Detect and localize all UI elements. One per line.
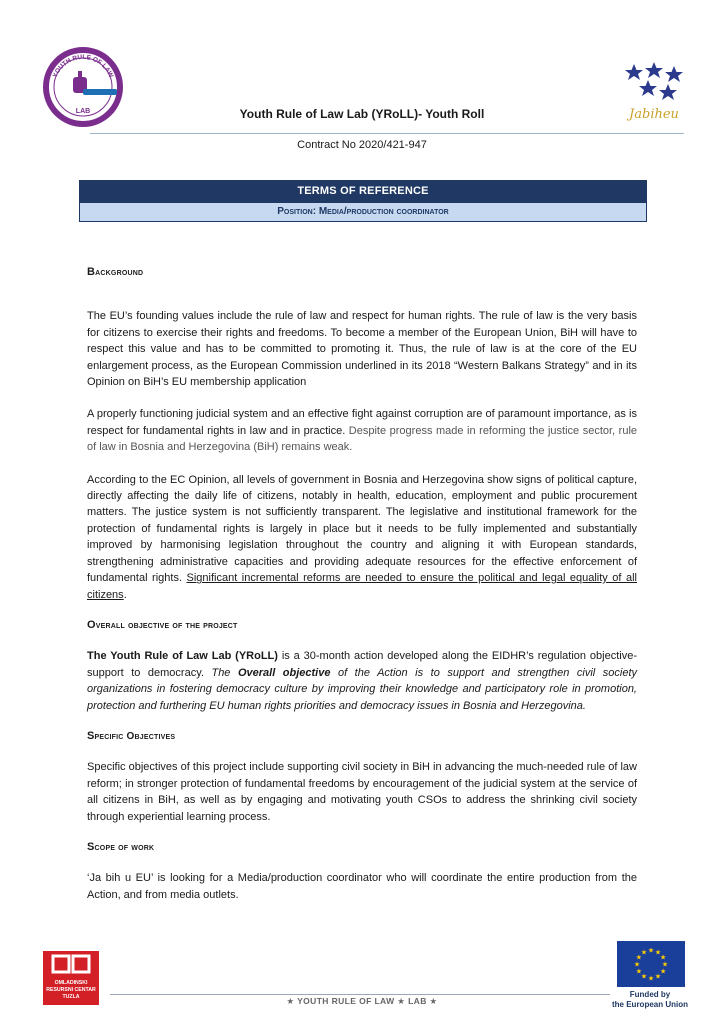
footer-project-name: ★ YOUTH RULE OF LAW ★ LAB ★ (286, 996, 438, 1006)
svg-text:RESURSNI CENTAR: RESURSNI CENTAR (46, 987, 96, 993)
document-header-title: Youth Rule of Law Lab (YRoLL)- Youth Roll (239, 107, 485, 121)
eu-star-icon: ★ (659, 954, 667, 962)
terms-title: TERMS OF REFERENCE (80, 181, 646, 202)
eu-star-icon: ★ (647, 947, 655, 955)
specific-objectives-heading: Specific Objectives (87, 729, 176, 742)
eu-star-icon: ★ (640, 973, 648, 981)
eu-star-icon: ★ (661, 961, 669, 969)
eu-star-icon: ★ (640, 949, 648, 957)
background-paragraph-2: A properly functioning judicial system and an effective fight against corruption are of paramount importance, as is respect for fundamental rights in law and in practice. Despite progress made in reforming the justice sector, rule of law in Bosnia and Herzegovina (BiH) remains weak. (87, 408, 638, 454)
background-heading: Background (87, 266, 144, 278)
position-subtitle: Position: Media/production coordinator (80, 202, 646, 221)
eu-star-icon: ★ (635, 954, 643, 962)
eu-flag-icon (617, 941, 685, 987)
scope-of-work-heading: Scope of work (87, 840, 155, 853)
jabiheu-wordmark: Jabiheu (629, 107, 679, 122)
eu-star-icon: ★ (635, 968, 643, 976)
svg-text:YOUTH RULE OF LAW: YOUTH RULE OF LAW (51, 53, 115, 79)
eu-star-icon: ★ (647, 975, 655, 983)
eu-funding-caption: Funded by the European Union (612, 990, 688, 1009)
document-body (87, 264, 637, 903)
overall-objective-heading: Overall objective of the project (87, 618, 238, 631)
eu-star-icon: ★ (654, 973, 662, 981)
svg-text:LAB: LAB (75, 108, 91, 115)
underlined-statement: Significant incremental reforms are needed to ensure the political and legal equality of all citizens (87, 572, 637, 601)
eu-star-icon: ★ (654, 949, 662, 957)
svg-text:OMLADINSKI: OMLADINSKI (54, 980, 88, 986)
eu-star-icon: ★ (659, 968, 667, 976)
svg-text:TUZLA: TUZLA (62, 994, 80, 1000)
footer-divider (110, 994, 610, 995)
contract-number: Contract No 2020/421-947 (297, 139, 427, 151)
background-paragraph-1: The EU’s founding values include the rule of law and respect for human rights. The rule of law is the very basis for citizens to exercise their rights and freedoms. To become a member of the European Union, BiH will have to respect this value and has to be committed to promoting it. Thus, the rule of law is at the core of the EU enlargement process, as the European Commission underlined in its 2018 “Western Balkans Strategy” and in its Opinion on BiH’s EU membership application (87, 310, 637, 389)
specific-objectives-paragraph: Specific objectives of this project include supporting civil society in BiH in advancing the much-needed rule of law reform; in stronger protection of fundamental freedoms by encouragement of the judicial system at the service of all citizens in BiH, as well as by engaging and motivating youth CSOs to address the shrinking civil society through experiential learning process. (87, 761, 637, 823)
header-divider (90, 133, 684, 134)
terms-of-reference-box (79, 180, 647, 222)
background-paragraph-3: According to the EC Opinion, all levels of government in Bosnia and Herzegovina show signs of political capture, directly affecting the daily life of citizens, notably in health, education, employment and public procurement matters. The justice system is not sufficiently transparent. The legislative and institutional framework for the protection of fundamental rights is largely in place but it needs to be fully implemented and substantially improved by harmonising legislation throughout the country and aligning it with European standards, strengthening administrative capacities and providing adequate resources for the effective enforcement of fundamental rights. Significant incremental reforms are needed to ensure the political and legal equality of all citizens. (87, 473, 637, 601)
eu-star-icon: ★ (633, 961, 641, 969)
scope-of-work-paragraph: ‘Ja bih u EU’ is looking for a Media/production coordinator who will coordinate the entire production from the Action, and from media outlets. (87, 872, 637, 901)
overall-objective-paragraph: The Youth Rule of Law Lab (YRoLL) is a 30-month action developed along the EIDHR’s regulation objective-support to democracy. The Overall objective of the Action is to support and strengthen civil society organizations in fostering democracy culture by improving their knowledge and participatory role in promotion, protection and furthering EU human rights priorities and democracy issues in Bosnia and Herzegovina. (87, 650, 638, 712)
